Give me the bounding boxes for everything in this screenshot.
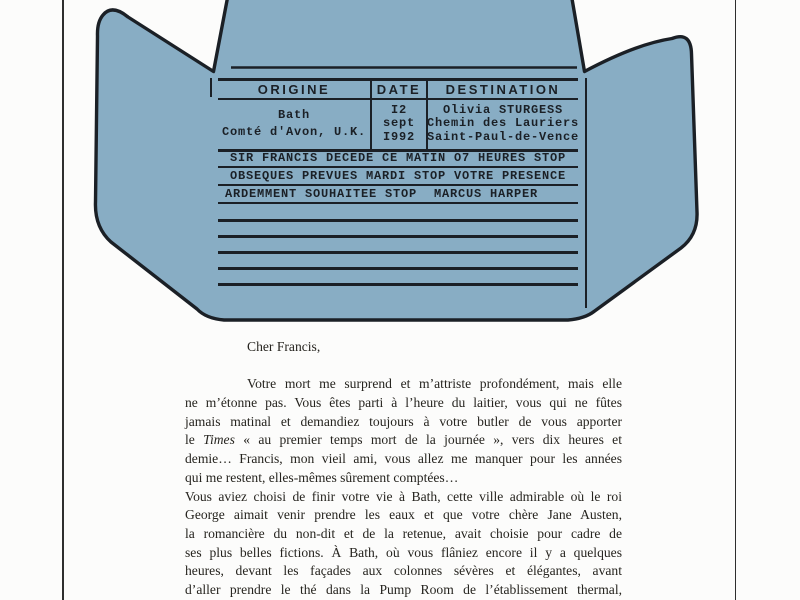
letter-line	[185, 469, 622, 488]
letter-line-text: le	[185, 432, 204, 448]
origin-county: Comté d'Avon, U.K.	[221, 125, 367, 139]
letter-line-text: ne m’étonne pas. Vous êtes parti à l’heure du laitier, vous qui ne fûtes	[185, 395, 622, 411]
message-line	[218, 168, 578, 186]
form-border-right	[585, 78, 587, 308]
blank-rule	[218, 235, 578, 237]
letter-line	[185, 525, 622, 544]
header-date: DATE	[372, 81, 428, 100]
blank-rule	[218, 283, 578, 285]
date-cell	[372, 100, 428, 149]
letter-line-text: ses plus belles fictions. À Bath, où vous flâniez encore il y a quelques	[185, 544, 622, 560]
blank-rule	[218, 267, 578, 269]
message-line	[218, 150, 578, 168]
letter-line	[185, 394, 622, 413]
telegram-table	[218, 78, 578, 152]
letter-line-text: la romancière du non-dit et de la retenue, avait choisie pour cadre de	[185, 525, 622, 541]
origin-cell	[218, 100, 372, 149]
header-origine: ORIGINE	[218, 81, 372, 100]
message-signature: MARCUS HARPER	[433, 186, 538, 201]
letter-line-text: jamais matinal et demandiez toujours à votre butler de vous apporter	[185, 413, 622, 429]
date-year: I992	[382, 129, 415, 144]
letter-salutation: Cher Francis,	[247, 339, 321, 354]
message-line-3: ARDEMMENT SOUHAITEE STOP	[225, 186, 418, 201]
destination-city: Saint-Paul-de-Vence	[426, 129, 580, 144]
destination-street: Chemin des Lauriers	[426, 116, 580, 131]
letter-line	[185, 431, 622, 450]
letter-line	[185, 581, 622, 600]
letter-line	[185, 375, 622, 394]
letter-line-text: George aimait venir prendre les eaux et que votre chère Jane Austen,	[185, 507, 622, 523]
message-line-2: OBSEQUES PREVUES MARDI STOP VOTRE PRESENCE	[229, 168, 567, 183]
letter-line	[185, 544, 622, 563]
date-day: I2	[390, 102, 407, 117]
header-destination: DESTINATION	[428, 81, 578, 100]
letter-line	[185, 413, 622, 432]
letter-line-text: Votre mort me surprend et m’attriste profondément, mais elle	[247, 376, 622, 392]
date-month: sept	[382, 116, 415, 131]
blank-rule	[218, 251, 578, 253]
letter-italic-word: Times	[203, 432, 235, 448]
letter-line	[185, 506, 622, 525]
origin-city: Bath	[277, 108, 310, 122]
destination-name: Olivia STURGESS	[442, 102, 564, 117]
message-line	[218, 186, 578, 204]
blank-line	[185, 357, 622, 376]
letter-line-text: demie… Francis, mon vieil ami, vous allez me manquer pour les années	[185, 451, 622, 467]
letter-line-text: d’aller prendre le thé dans la Pump Room de l’établissement thermal,	[185, 581, 622, 597]
letter-body	[185, 338, 622, 600]
destination-cell	[428, 100, 578, 149]
blank-rule	[218, 219, 578, 221]
letter-line-text: Vous aviez choisi de finir votre vie à Bath, cette ville admirable où le roi	[185, 488, 622, 504]
letter-line	[185, 562, 622, 581]
letter-line	[185, 450, 622, 469]
letter-line	[185, 488, 622, 507]
letter-line-text: heures, devant les façades aux colonnes sévères et élégantes, avant	[185, 563, 622, 579]
form-border-left	[210, 78, 212, 97]
letter-line-text: « au premier temps mort de la journée », vers dix heures et	[234, 432, 622, 448]
message-line-1: SIR FRANCIS DECEDE CE MATIN O7 HEURES STOP	[229, 150, 567, 165]
letter-line-text: qui me restent, elles-mêmes sûrement comptées…	[185, 469, 459, 485]
